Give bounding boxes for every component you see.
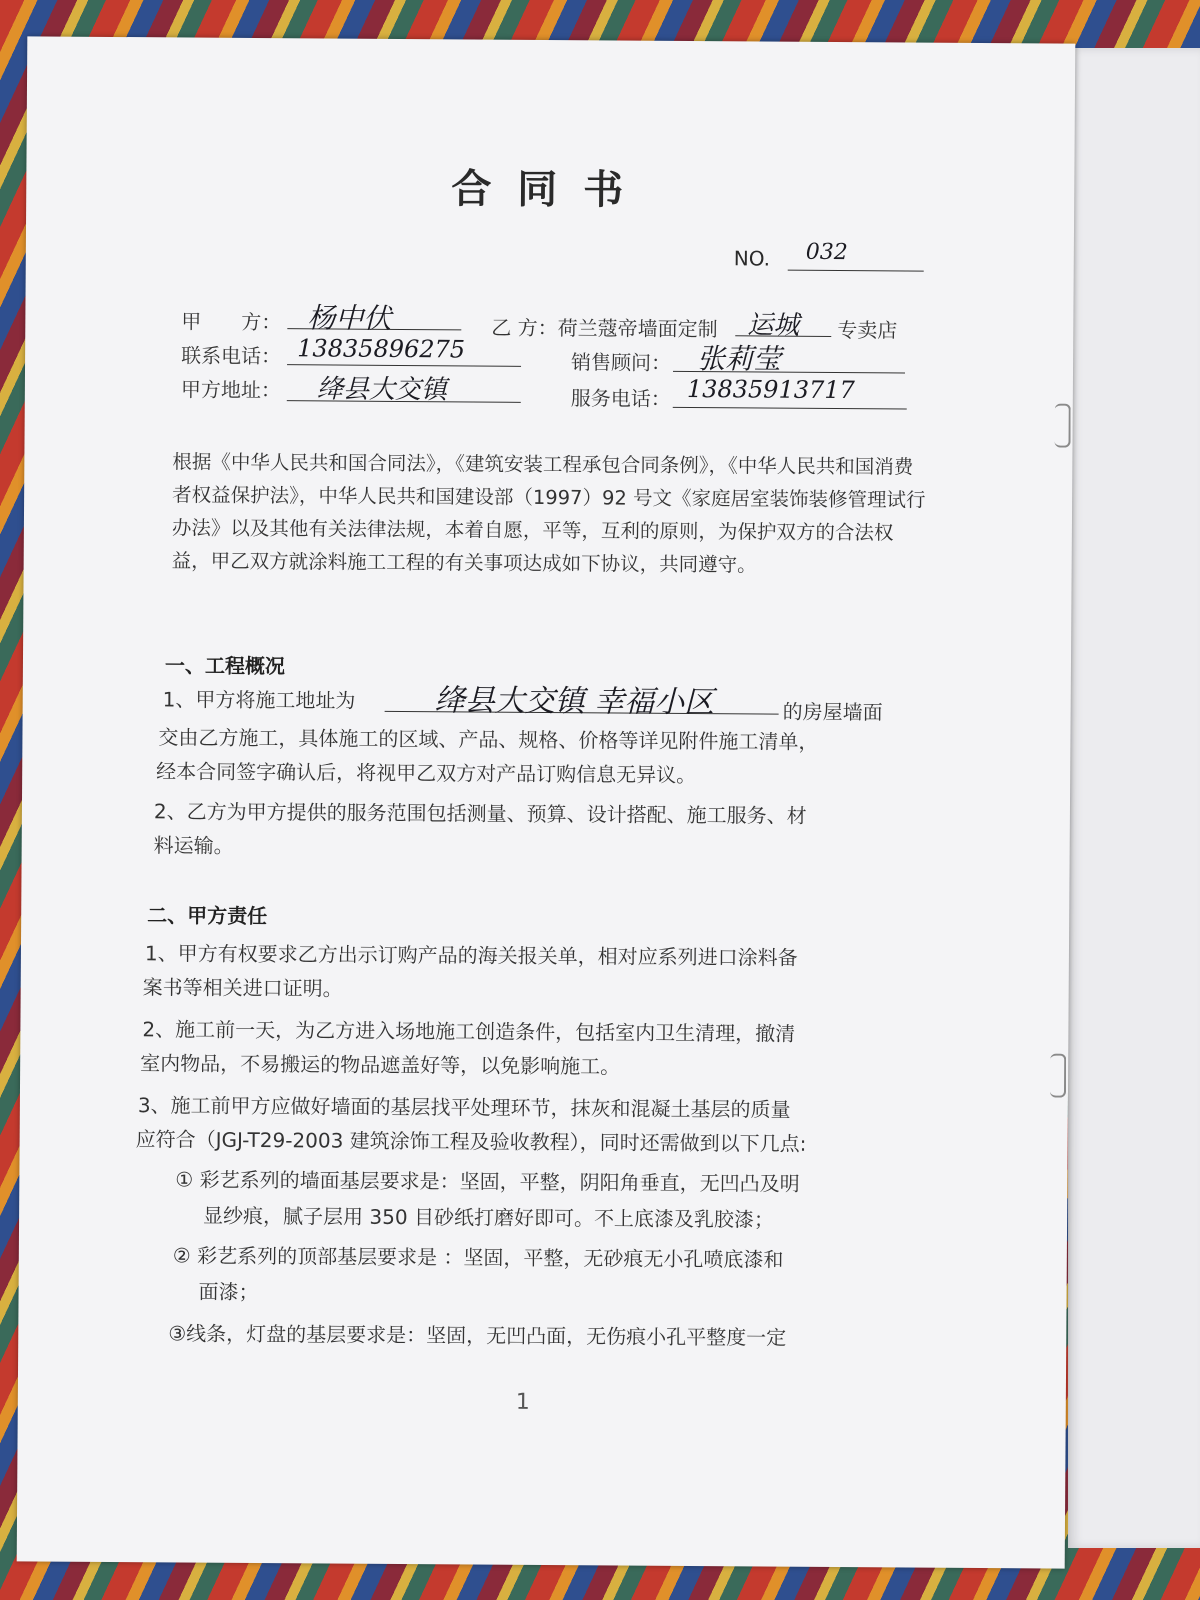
s2-line: 1、甲方有权要求乙方出示订购产品的海关报关单，相对应系列进口涂料备 [144,941,798,970]
s2-sub-line: ③线条，灯盘的基层要求是：坚固，无凹凸面，无伤痕小孔平整度一定 [168,1321,787,1350]
staple [1050,1054,1066,1098]
party-a-label: 甲 方： [181,309,282,335]
service-label: 服务电话： [570,386,671,411]
s2-line: 2、施工前一天，为乙方进入场地施工创造条件，包括室内卫生清理，撤清 [142,1017,796,1046]
phone-underline [287,364,521,367]
contract-no-underline [788,270,924,272]
s2-sub-line: ② 彩艺系列的顶部基层要求是 ：坚固，平整，无砂痕无小孔喷底漆和 [172,1243,784,1272]
party-a-value: 杨中伏 [307,301,392,335]
service-underline [673,407,907,410]
phone-value: 13835896275 [297,334,466,364]
party-b-city: 运城 [747,310,800,341]
sales-label: 销售顾问： [570,350,672,375]
service-value: 13835913717 [686,374,855,405]
s2-line: 3、施工前甲方应做好墙面的基层找平处理环节，抹灰和混凝土基层的质量 [137,1093,791,1122]
s2-sub-line: 面漆； [198,1279,259,1305]
staple [1054,404,1070,448]
section-2-heading: 二、甲方责任 [147,903,268,929]
contract-page [17,36,1076,1568]
s1-item2-line1: 2、乙方为甲方提供的服务范围包括测量、预算、设计搭配、施工服务、材 [153,799,807,828]
intro-paragraph: 根据《中华人民共和国合同法》，《建筑安装工程承包合同条例》，《中华人民共和国消费者权益保护法》，中华人民共和国建设部（1997）92 号文《家庭居室装饰装修管理试行办法》以及其他有关法律法规，本着自愿，平等，互利的原则，为保护双方的合法权益，甲乙双方就涂料施工工程的有关事项达成如下协议，共同遵守。 [171,450,926,577]
s2-sub-line: ① 彩艺系列的墙面基层要求是：坚固，平整，阴阳角垂直，无凹凸及明 [175,1167,800,1196]
sales-value: 张莉莹 [696,342,782,376]
s2-line: 案书等相关进口证明。 [142,975,343,1001]
s1-address-fill: 绛县大交镇 幸福小区 [434,683,715,721]
page-title: 合同书 [451,166,650,214]
address-label: 甲方地址： [180,377,281,403]
page-number: 1 [515,1389,530,1415]
s1-item2-line2: 料运输。 [153,833,234,858]
party-b-suffix: 专卖店 [837,318,898,343]
s1-item1-prefix: 1、甲方将施工地址为 [162,687,356,713]
party-b-label: 乙 方：荷兰蔻帝墙面定制 [491,315,718,342]
s2-line: 室内物品，不易搬运的物品遮盖好等，以免影响施工。 [140,1051,621,1079]
s1-item1-suffix: 的房屋墙面 [782,699,883,725]
section-1-heading: 一、工程概况 [164,653,286,679]
s2-line: 应符合（JGJ-T29-2003 建筑涂饰工程及验收教程），同时还需做到以下几点: [135,1127,807,1156]
s1-item1-line3: 经本合同签字确认后，将视甲乙双方对产品订购信息无异议。 [156,759,697,788]
contract-no-label: NO. [733,246,771,271]
s2-sub-line: 显纱痕，腻子层用 350 目砂纸打磨好即可。不上底漆及乳胶漆； [203,1203,775,1232]
phone-label: 联系电话： [181,343,282,369]
address-value: 绛县大交镇 [316,374,447,406]
s1-item1-line2: 交由乙方施工，具体施工的区域、产品、规格、价格等详见附件施工清单， [158,725,819,754]
next-page-edge [1068,48,1200,1548]
contract-no-value: 032 [805,239,848,266]
